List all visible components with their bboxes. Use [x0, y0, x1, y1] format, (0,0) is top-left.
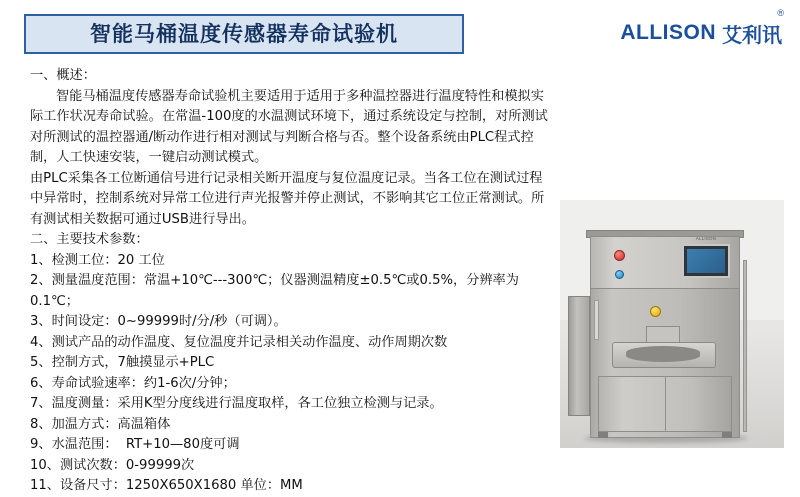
- brand-latin-text: ALLISON: [620, 21, 716, 44]
- cabinet-door-seam: [665, 376, 666, 432]
- hmi-screen: [687, 249, 725, 273]
- spec-item: 9、水温范围： RT+10—80度可调: [30, 437, 240, 452]
- section-2-heading: 二、主要技术参数：: [30, 232, 149, 247]
- spec-item: 1、检测工位：20 工位: [30, 252, 165, 268]
- spec-item: 8、加温方式：高温箱体: [30, 416, 171, 432]
- hmi-touch-panel: [682, 244, 730, 278]
- section-1-paragraph-2: 由PLC采集各工位断通信号进行记录相关断开温度与复位温度记录。当各工位在测试过程中异常时，控制系统对异常工位进行声光报警并停止测试，不影响其它工位正常测试。所有测试相关数据可通过USB进行导出。: [30, 170, 545, 227]
- spec-item: 10、测试次数：0-99999次: [30, 457, 195, 473]
- spec-item: 5、控制方式，7触摸显示+PLC: [30, 355, 215, 370]
- registered-trademark-icon: ®: [777, 8, 784, 18]
- section-1-paragraph-1: 智能马桶温度传感器寿命试验机主要适用于适用于多种温控器进行温度特性和模拟实际工作状况寿命试验。在常温-100度的水温测试环境下，通过系统设定与控制，对所测试对所测试的温控器通/断动作进行相对测试与判断合格与否。整个设备系统由PLC程式控制，人工快速安装，一键启动测试模式。: [30, 88, 548, 165]
- water-tank: [568, 296, 590, 416]
- spec-item: 2、测量温度范围：常温+10℃---300℃；仪器测温精度±0.5℃或0.5%，分辨率为0.1℃；: [30, 273, 519, 309]
- spec-item: 3、时间设定：0~99999时/分/秒（可调）。: [30, 314, 287, 329]
- brand-logo: [620, 8, 784, 50]
- water-bath-basin: [626, 346, 700, 362]
- section-1-heading: 一、概述：: [30, 68, 96, 83]
- brand-chinese-text: 艾利讯: [722, 22, 782, 47]
- spec-item: 6、寿命试验速率：约1-6次/分钟；: [30, 375, 236, 391]
- document-body: [30, 66, 550, 497]
- cabinet-foot-left: [598, 432, 608, 438]
- spec-item: 7、温度测量：采用K型分度线进行温度取样，各工位独立检测与记录。: [30, 396, 443, 411]
- machine-photo: [560, 200, 784, 448]
- spec-item: 4、测试产品的动作温度、复位温度并记录相关动作温度、动作周期次数: [30, 334, 448, 350]
- side-pipe: [743, 260, 747, 432]
- alarm-lamp-icon: [614, 250, 625, 261]
- spec-item: 11、设备尺寸：1250X650X1680 单位：MM: [30, 478, 303, 493]
- support-post: [594, 300, 599, 340]
- machine-brand-label: ALLISON: [695, 236, 717, 241]
- page-title: 智能马桶温度传感器寿命试验机: [90, 22, 398, 46]
- cabinet-foot-right: [722, 432, 732, 438]
- start-button-icon: [615, 270, 624, 279]
- emergency-stop-icon: [650, 306, 661, 317]
